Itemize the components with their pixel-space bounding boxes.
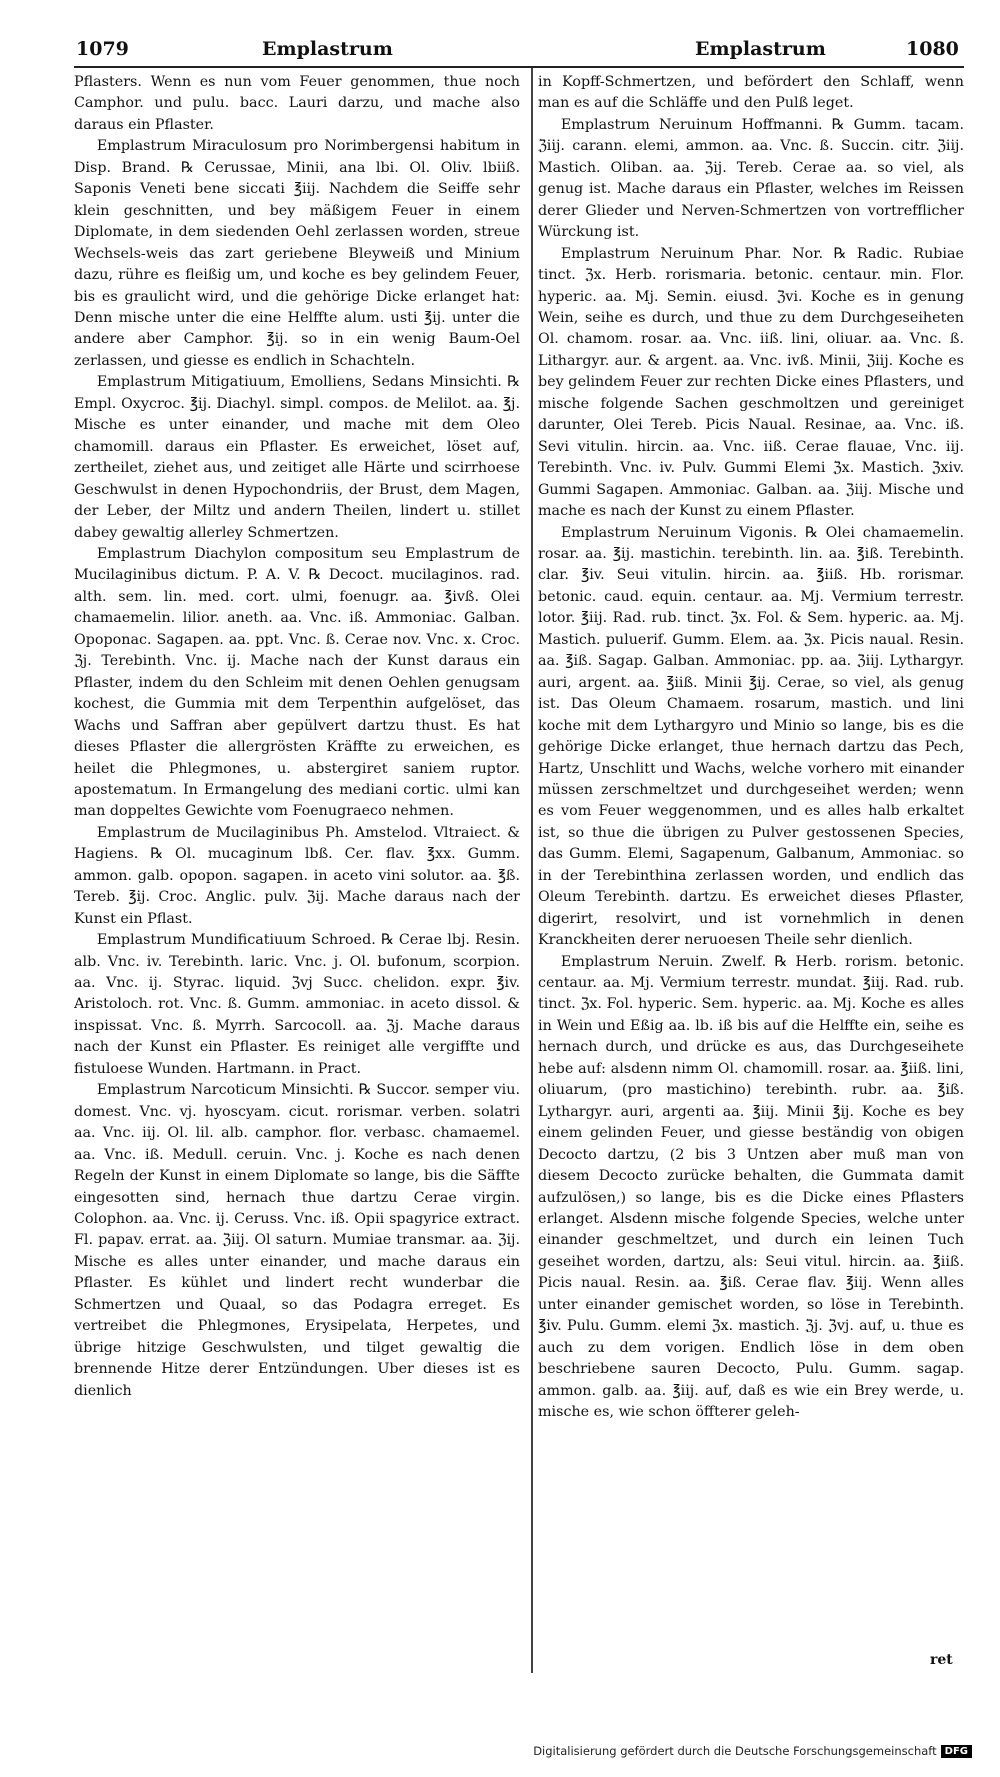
entry-emplastrum-nervinum-phar-nor: Emplastrum Neruinum Phar. Nor. ℞ Radic. Rubiae tinct. ℨx. Herb. rorismaria. betonic. centaur. min. Flor. hyperic. aa. Mj. Semin. eiusd. ℨvi. Koche es in genung Wein, seihe es durch, und thue zu dem Durchgeseiheten Ol. chamom. rosar. aa. Vnc. iiß. lini, oliuar. aa. Vnc. ß. Lithargyr. aur. & argent. aa. Vnc. ivß. Minii, ℨiij. Koche es bey gelindem Feuer zur rechten Dicke eines Pflasters, und mische folgende Sachen geschmoltzen und gereiniget darunter, Olei Tereb. Picis Naual. Resinae, aa. Vnc. iß. Sevi vitulin. hircin. aa. Vnc. iiß. Cerae flauae, Vnc. iij. Terebinth. Vnc. iv. Pulv. Gummi Elemi ℨx. Mastich. ℨxiv. Gummi Sagapen. Ammoniac. Galban. aa. ℨiij. Mische und mache es nach der Kunst zu einem Pflaster. [538,245,964,520]
entry-emplastrum-nervinum-vigonis: Emplastrum Neruinum Vigonis. ℞ Olei chamaemelin. rosar. aa. ℥ij. mastichin. terebinth. lin. aa. ℥iß. Terebinth. clar. ℥iv. Seui vitulin. hircin. aa. ℥iiß. Hb. rorismar. betonic. caud. equin. centaur. aa. Mj. Vermium terrestr. lotor. ℥iij. Rad. rub. tinct. ℨx. Fol. & Sem. hyperic. aa. Mj. Mastich. puluerif. Gumm. Elem. aa. ℨx. Picis naual. Resin. aa. ℥iß. Sagap. Galban. Ammoniac. pp. aa. ℨiij. Lythargyr. auri, argent. aa. ℥iiß. Minii ℥ij. Cerae, so viel, als genug ist. Das Oleum Chamaem. rosarum, mastich. und lini koche mit dem Lythargyro und Minio so lange, bis es die gehörige Dicke erlanget, thue hernach dartzu das Pech, Hartz, Unschlitt und Wachs, welche vorhero mit einander müssen zerschmeltzet und durchgeseihet werden; wenn es vom Feuer weggenommen, und es alles halb erkaltet ist, so thue die übrigen zu Pulver gestossenen Species, das Gumm. Elemi, Sagapenum, Galbanum, Ammoniac. so in der Terebinthina zerlassen worden, und endlich das Oleum Terebinth. dartzu. Es erweichet dieses Pflaster, digerirt, resolvirt, und ist vornehmlich in denen Kranckheiten derer neruoesen Theile sehr dienlich. [538,524,964,949]
dfg-logo: DFG [941,1745,972,1758]
entry-emplastrum-miraculosum: Emplastrum Miraculosum pro Norimbergensi habitum in Disp. Brand. ℞ Cerussae, Minii, ana lbi. Ol. Oliv. lbiiß. Saponis Veneti bene siccati ℥iij. Nachdem die Seiffe sehr klein geschnitten, und bey mäßigem Feuer in einem Diplomate, in dem siedenden Oehl zerlassen worden, streue Wechsels-weis das zart geriebene Bleyweiß und Minium dazu, rühre es fleißig um, und koche es bey gelindem Feuer, bis es graulicht wird, und die gehörige Dicke erlanget hat: Denn mische unter die eine Helffte alum. usti ℥ij. unter die andere aber Camphor. ℥ij. so in ein wenig Baum-Oel zerlassen, und giesse es endlich in Schachteln. [74,138,520,369]
footer-credit: Digitalisierung gefördert durch die Deutsche Forschungsgemeinschaft [533,1744,937,1758]
right-column [538,72,964,1676]
entry-emplastrum-narcoticum: Emplastrum Narcoticum Minsichti. ℞ Succor. semper viu. domest. Vnc. vj. hyoscyam. cicut. rorismar. verben. solatri aa. Vnc. iij. Ol. lil. alb. camphor. flor. verbasc. chamaemel. aa. Vnc. iß. Medull. ceruin. Vnc. j. Koche es nach denen Regeln der Kunst in einem Diplomate so lange, bis die Säffte eingesotten sind, hernach thue dartzu Cerae virgin. Colophon. aa. Vnc. ij. Ceruss. Vnc. iß. Opii spagyrice extract. Fl. papav. errat. aa. ℨiij. Ol saturn. Mumiae transmar. aa. ℨij. Mische es alles unter einander, und mache daraus ein Pflaster. Es kühlet und lindert recht wunderbar die Schmertzen und Quaal, so das Podagra erreget. Es vertreibet die Phlegmones, Erysipelata, Herpetes, und übrige hitzige Geschwulsten, und tilget gewaltig die brennende Hitze derer Entzündungen. Uber dieses ist es dienlich [74,1082,520,1399]
entry-emplastrum-nervinum-zwelf: Emplastrum Neruin. Zwelf. ℞ Herb. rorism. betonic. centaur. aa. Mj. Vermium terrestr. mundat. ℥iij. Rad. rub. tinct. ℨx. Fol. hyperic. Sem. hyperic. aa. Mj. Koche es alles in Wein und Eßig aa. lb. iß bis auf die Helffte ein, seihe es hernach durch, und drücke es aus, das Durchgeseihete hebe auf: alsdenn nimm Ol. chamomill. rosar. aa. ℥iiß. lini, oliuarum, (pro mastichino) terebinth. rubr. aa. ℥iß. Lythargyr. auri, argenti aa. ℥iij. Minii ℥ij. Koche es bey einem gelinden Feuer, und giesse beständig von obigen Decocto dartzu, (2 bis 3 Untzen aber muß man von diesem Decocto zurücke behalten, die Gummata damit aufzulösen,) so lange, bis es die Dicke eines Pflasters erlanget. Alsdenn mische folgende Species, welche unter einander geschmeltzet, und durch ein leinen Tuch geseihet worden, dartzu, als: Seui vitul. hircin. aa. ℥iiß. Picis naual. Resin. aa. ℥iß. Cerae flav. ℥iij. Wenn alles unter einander gemischet worden, so löse in Terebinth. ℥iv. Pulu. Gumm. elemi ℨx. mastich. ℨj. ℨvj. auf, u. thue es auch zu dem vorigen. Endlich löse in dem oben beschriebene sauren Decocto, Pulu. Gumm. sagap. ammon. galb. aa. ℥iij. auf, daß es wie ein Brey werde, u. mische es, wie schon öffterer geleh- [538,953,964,1421]
entry-emplastrum-mundificativum: Emplastrum Mundificatiuum Schroed. ℞ Cerae lbj. Resin. alb. Vnc. iv. Terebinth. laric. Vnc. j. Ol. bufonum, scorpion. aa. Vnc. ij. Styrac. liquid. ℨvj Succ. chelidon. expr. ℥iv. Aristoloch. rot. Vnc. ß. Gumm. ammoniac. in aceto dissol. & inspissat. Vnc. ß. Myrrh. Sarcocoll. aa. ℨj. Mache daraus nach der Kunst ein Pflaster. Es reiniget alle vergiffte und fistuloese Wunden. Hartmann. in Pract. [74,932,520,1077]
page-number-right: 1080 [906,38,959,60]
page-number-left: 1079 [76,38,129,60]
running-title-left: Emplastrum [262,38,393,60]
entry-emplastrum-nervinum-hoffmanni: Emplastrum Neruinum Hoffmanni. ℞ Gumm. tacam. ℨiij. carann. elemi, ammon. aa. Vnc. ß. Succin. citr. ℨiij. Mastich. Oliban. aa. ℨij. Tereb. Cerae aa. so viel, als genug ist. Mache daraus ein Pflaster, welches im Reissen derer Glieder und Nerven-Schmertzen von vortrefflicher Würckung ist. [538,116,964,241]
entry-emplastrum-diachylon: Emplastrum Diachylon compositum seu Emplastrum de Mucilaginibus dictum. P. A. V. ℞ Decoct. mucilaginos. rad. alth. sem. lin. med. cort. ulmi, foenugr. aa. ℥ivß. Olei chamaemelin. lilior. aneth. aa. Vnc. iß. Ammoniac. Galban. Opoponac. Sagapen. aa. ppt. Vnc. ß. Cerae nov. Vnc. x. Croc. ℨj. Terebinth. Vnc. ij. Mache nach der Kunst daraus ein Pflaster, indem du den Schleim mit denen Oehlen genugsam kochest, die Gummia mit dem Terpenthin aufgelöset, das Wachs und Saffran aber gepülvert dartzu thust. Es hat dieses Pflaster die allergrösten Kräffte zu erweichen, es heilet die Phlegmones, u. abstergiret saniem ruptor. apostematum. In Ermangelung des mediani cortic. ulmi kan man doppeltes Gewichte vom Foenugraeco nehmen. [74,545,520,820]
continuation-paragraph: in Kopff-Schmertzen, und befördert den Schlaff, wenn man es auf die Schläffe und den Pulß leget. [538,74,964,112]
running-title-right: Emplastrum [695,38,826,60]
entry-emplastrum-de-mucilaginibus: Emplastrum de Mucilaginibus Ph. Amstelod. Vltraiect. & Hagiens. ℞ Ol. mucaginum lbß. Cer. flav. ℥xx. Gumm. ammon. galb. opopon. sagapen. in aceto vini solutor. aa. ℥ß. Tereb. ℥ij. Croc. Anglic. pulv. ℨij. Mache daraus nach der Kunst ein Pflast. [74,824,520,927]
catchword: ret [930,1652,953,1668]
column-divider [531,68,533,1673]
entry-emplastrum-mitigativum: Emplastrum Mitigatiuum, Emolliens, Sedans Minsichti. ℞ Empl. Oxycroc. ℥ij. Diachyl. simpl. compos. de Melilot. aa. ℥j. Mische es unter einander, und mache mit dem Oleo chamomill. daraus ein Pflaster. Es erweichet, löset auf, zertheilet, ziehet aus, und zeitiget alle Härte und scirrhoese Geschwulst in denen Hypochondriis, der Brust, dem Magen, der Leber, der Miltz und andern Theilen, lindert u. stillet dabey gewaltig allerley Schmertzen. [74,374,520,541]
digitization-footer [533,1744,972,1758]
continuation-paragraph: Pflasters. Wenn es nun vom Feuer genommen, thue noch Camphor. und pulu. bacc. Lauri darzu, und mache also daraus ein Pflaster. [74,74,520,133]
header-rule [74,66,964,68]
left-column [74,72,520,1676]
